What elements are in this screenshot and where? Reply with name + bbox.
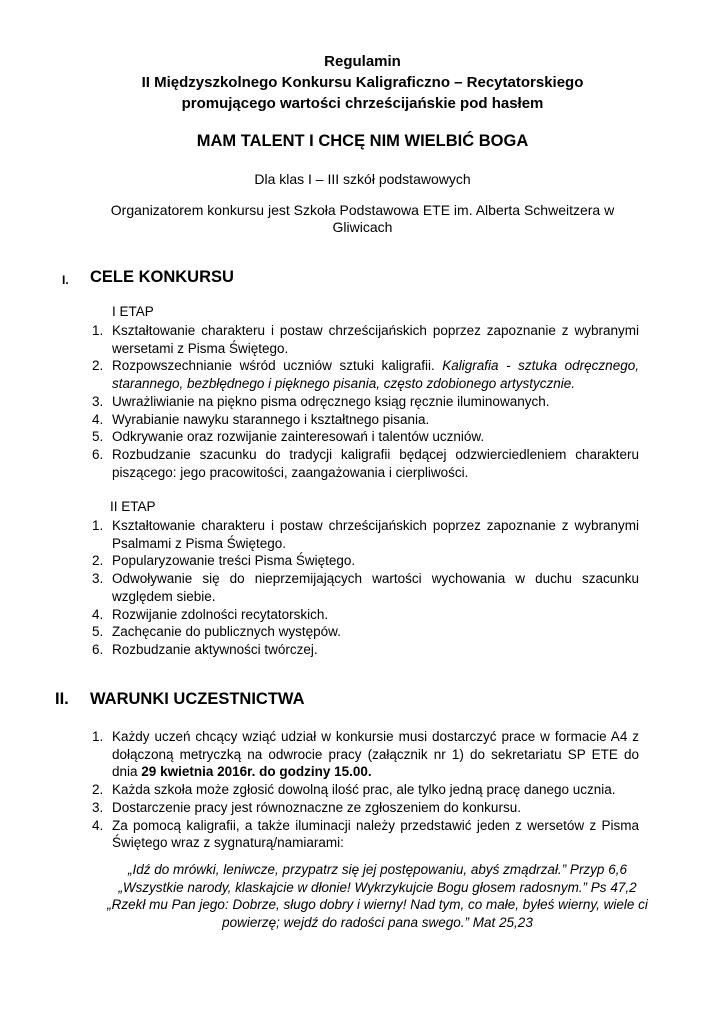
list-item: 6. Rozbudzanie aktywności twórczej. (92, 641, 318, 657)
list-item: 6. Rozbudzanie szacunku do tradycji kaligrafii będącej odzwierciedleniem charakteru piszącego: jego pracowitości, zaangażowania i cierpliwości. (92, 446, 639, 480)
section-1-title: CELE KONKURSU (90, 268, 234, 286)
list-item: 4. Wyrabianie nawyku starannego i kształtnego pisania. (92, 411, 430, 427)
doc-subtitle-2: promującego wartości chrześcijańskie pod hasłem (181, 95, 544, 112)
quote-1: „Idź do mrówki, leniwcze, przypatrz się jej postępowaniu, abyś zmądrzał.” Przyp 6,6 (128, 862, 627, 877)
section-1-number: I. (62, 273, 69, 287)
list-item: 5. Odkrywanie oraz rozwijanie zainteresowań i talentów uczniów. (92, 429, 485, 445)
etap-1-label: I ETAP (112, 304, 154, 319)
organizer-line: Organizatorem konkursu jest Szkoła Podstawowa ETE im. Alberta Schweitzera w Gliwicach (110, 202, 615, 235)
etap-2-label: II ETAP (110, 499, 156, 514)
bible-quotes (90, 861, 665, 932)
list-item: 2. Popularyzowanie treści Pisma Świętego. (92, 553, 356, 569)
doc-title: Regulamin (324, 53, 401, 70)
list-item: 4. Rozwijanie zdolności recytatorskich. (92, 606, 329, 622)
list-item: 1. Kształtowanie charakteru i postaw chrześcijańskich poprzez zapoznanie z wybranymi Psalmami z Pisma Świętego. (92, 518, 639, 551)
section-2-title: WARUNKI UCZESTNICTWA (90, 690, 305, 708)
quote-2: „Wszystkie narody, klaskajcie w dłonie! Wykrzykujcie Bogu głosem radosnym.” Ps 47,2 (118, 879, 637, 895)
list-item: 3. Dostarczenie pracy jest równoznaczne ze zgłoszeniem do konkursu. (92, 799, 521, 815)
list-item: 4. Za pomocą kaligrafii, a także iluminacji należy przedstawić jeden z wersetów z Pisma Świętego wraz z sygnaturą/namiarami: (92, 817, 639, 851)
section-2-number: II. (55, 690, 69, 708)
conditions-list (92, 728, 639, 852)
list-item: 3. Uwrażliwianie na piękno pisma odręcznego ksiąg ręcznie iluminowanych. (92, 393, 550, 409)
list-item: 2. Rozpowszechnianie wśród uczniów sztuki kaligrafii. Kaligrafia - sztuka odręcznego, starannego, bezbłędnego i pięknego pisania, często zdobionego artystycznie. (92, 358, 639, 392)
etap-1-list (92, 322, 639, 481)
list-item: 3. Odwoływanie się do nieprzemijających wartości wychowania w duchu szacunku względem siebie. (92, 571, 639, 604)
contest-motto: MAM TALENT I CHCĘ NIM WIELBIĆ BOGA (196, 132, 529, 150)
doc-subtitle-1: II Międzyszkolnego Konkursu Kaligraficzno – Recytatorskiego (141, 74, 584, 91)
audience-line: Dla klas I – III szkół podstawowych (254, 171, 471, 187)
etap-2-list (92, 517, 639, 659)
list-item: 1. Kształtowanie charakteru i postaw chrześcijańskich poprzez zapoznanie z wybranymi wersetami z Pisma Świętego. (92, 323, 639, 356)
list-item: 5. Zachęcanie do publicznych występów. (92, 624, 341, 640)
quote-3: „Rzekł mu Pan jego: Dobrze, sługo dobry i wierny! Nad tym, co małe, byłeś wierny, wiele ci powierzę; wejdź do radości pana swego.” Mat 25,23 (107, 897, 648, 931)
list-item: 1. Każdy uczeń chcący wziąć udział w konkursie musi dostarczyć prace w formacie A4 z dołączoną metryczką na odwrocie pracy (załącznik nr 1) do sekretariatu SP ETE do dnia 29 kwietnia 2016r. do godziny 15.00. (92, 729, 639, 780)
list-item: 2. Każda szkoła może zgłosić dowolną ilość prac, ale tylko jedną pracę danego ucznia. (92, 782, 616, 798)
